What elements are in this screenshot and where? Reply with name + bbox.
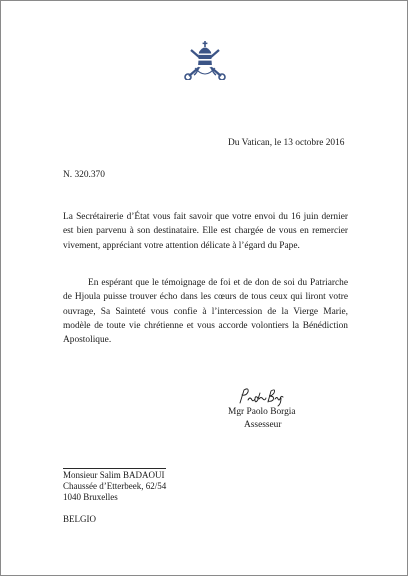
body-line: est bien parvenu à son destinataire. Elle est chargée de vous en remercier — [63, 226, 348, 237]
handwritten-signature — [237, 386, 287, 408]
recipient-name: Monsieur Salim BADAOUI — [63, 470, 165, 480]
body-paragraph-2 — [63, 276, 348, 347]
address-divider — [63, 468, 166, 469]
papal-coat-of-arms-icon — [181, 40, 229, 80]
body-line: Apostolique. — [63, 335, 112, 346]
signer-title: Assesseur — [244, 420, 282, 430]
body-line: modèle de toute vie chrétienne et vous accorde volontiers la Bénédiction — [63, 320, 348, 331]
body-paragraph-1 — [63, 210, 348, 253]
recipient-city: 1040 Bruxelles — [63, 492, 118, 502]
body-line: En espérant que le témoignage de foi et de don de soi du Patriarche — [88, 278, 348, 288]
body-line: de Hjoula puisse trouver écho dans les cœurs de tous ceux qui liront votre — [63, 292, 348, 303]
body-line: ouvrage, Sa Sainteté vous confie à l’intercession de la Vierge Marie, — [63, 306, 348, 317]
signer-name: Mgr Paolo Borgia — [228, 407, 296, 417]
recipient-street: Chaussée d’Etterbeek, 62/54 — [63, 481, 167, 491]
letter-date: Du Vatican, le 13 octobre 2016 — [228, 138, 345, 148]
body-line: La Secrétairerie d’État vous fait savoir que votre envoi du 16 juin dernier — [63, 212, 348, 222]
recipient-country: BELGIO — [63, 514, 96, 524]
reference-number: N. 320.370 — [63, 170, 105, 180]
body-line: vivement, appréciant votre attention délicate à l’égard du Pape. — [63, 240, 300, 251]
